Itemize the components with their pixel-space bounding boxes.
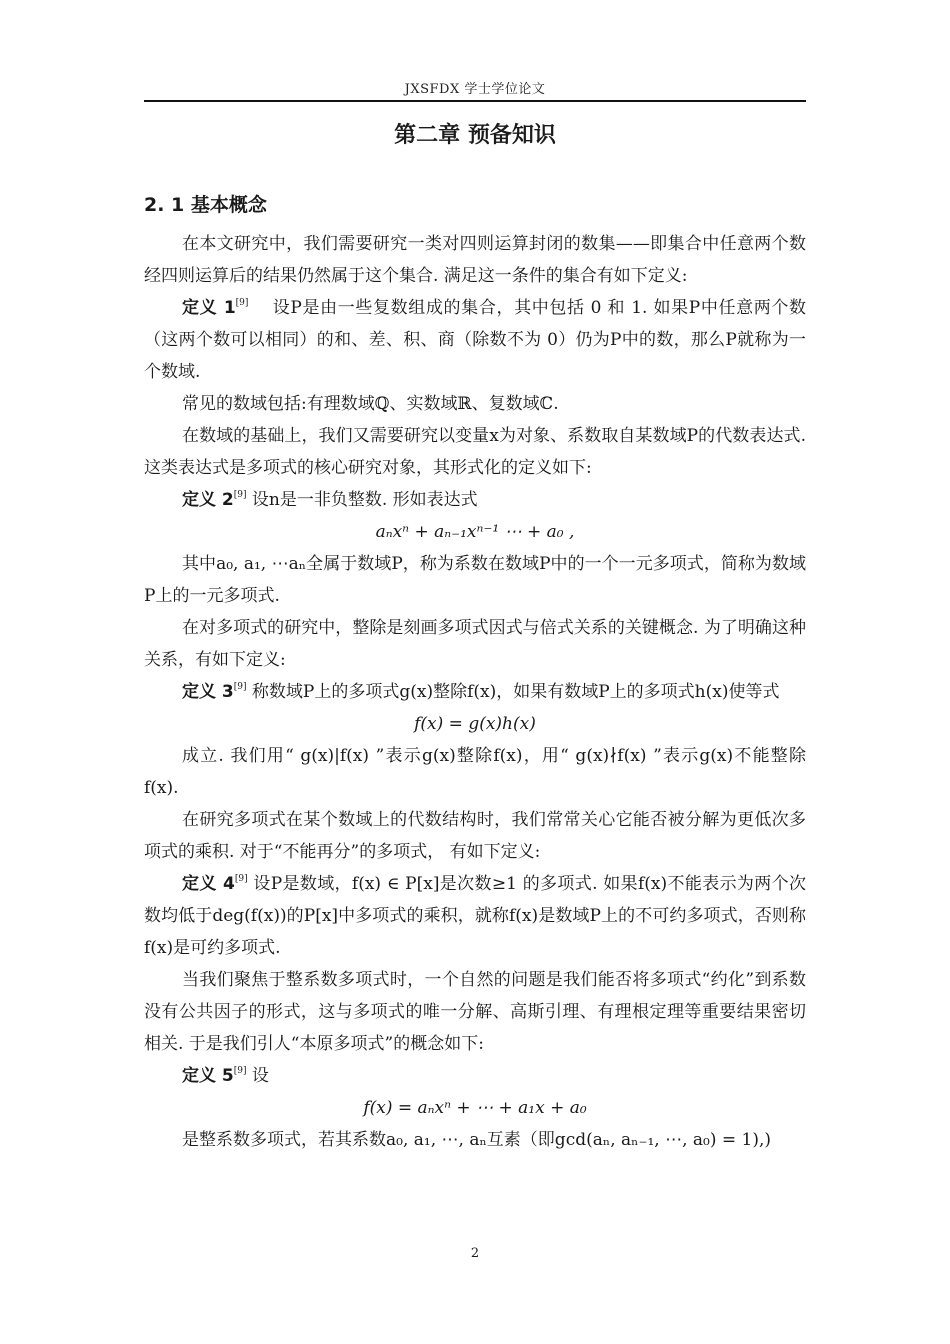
definition-2-citation: [9] <box>233 490 247 500</box>
definition-5-formula: f(x) = aₙxⁿ + ⋯ + a₁x + a₀ <box>363 1098 587 1118</box>
definition-1 <box>144 292 806 388</box>
definition-1-citation: [9] <box>235 298 249 308</box>
definition-3-label: 定义 3 <box>182 682 234 702</box>
section-title: 2. 1 基本概念 <box>144 194 267 216</box>
definition-3-citation: [9] <box>233 682 247 692</box>
page-number: 2 <box>470 1246 480 1261</box>
paragraph-primitive-intro: 当我们聚焦于整系数多项式时，一个自然的问题是我们能否将多项式“约化”到系数没有公共因子的形式，这与多项式的唯一分解、高斯引理、有理根定理等重要结果密切相关. 于是我们引人“本原多项式”的概念如下: <box>144 970 806 1054</box>
definition-2-continuation: 其中a₀, a₁, ⋯aₙ全属于数域P，称为系数在数域P中的一个一元多项式，简称为数域P上的一元多项式. <box>144 554 806 606</box>
definition-3-text: 称数域P上的多项式g(x)整除f(x)，如果有数域P上的多项式h(x)使等式 <box>246 682 780 702</box>
header-rule <box>144 100 806 102</box>
definition-1-text: 设P是由一些复数组成的集合，其中包括 0 和 1. 如果P中任意两个数（这两个数可以相同）的和、差、积、商（除数不为 0）仍为P中的数，那么P就称为一个数域. <box>144 298 807 382</box>
running-header: JXSFDX 学士学位论文 <box>404 82 546 97</box>
definition-5-text: 设 <box>246 1066 269 1086</box>
definition-5-continuation: 是整系数多项式，若其系数a₀, a₁, ⋯, aₙ互素（即gcd(aₙ, aₙ₋₁, ⋯, a₀) = 1),) <box>182 1130 772 1150</box>
definition-3-continuation: 成立. 我们用“ g(x)|f(x) ”表示g(x)整除f(x)，用“ g(x)∤f(x) ”表示g(x)不能整除f(x). <box>144 746 806 798</box>
definition-2-label: 定义 2 <box>182 490 234 510</box>
definition-4 <box>144 868 806 964</box>
chapter-title: 第二章 预备知识 <box>394 123 556 148</box>
definition-5 <box>144 1060 806 1092</box>
definition-4-citation: [9] <box>234 874 248 884</box>
paragraph-divisibility-intro: 在对多项式的研究中，整除是刻画多项式因式与倍式关系的关键概念. 为了明确这种关系，有如下定义: <box>144 618 806 670</box>
definition-4-text: 设P是数域，f(x) ∈ P[x]是次数≥1 的多项式. 如果f(x)不能表示为两个次数均低于deg(f(x))的P[x]中多项式的乘积，就称f(x)是数域P上的不可约多项式，否则称f(x)是可约多项式. <box>144 874 806 958</box>
body-text <box>144 228 806 1156</box>
paragraph-common-fields: 常见的数域包括:有理数域ℚ、实数域ℝ、复数域ℂ. <box>182 394 559 414</box>
paragraph-polynomial-intro: 在数域的基础上，我们又需要研究以变量x为对象、系数取自某数域P的代数表达式. 这类表达式是多项式的核心研究对象，其形式化的定义如下: <box>144 426 806 478</box>
definition-2-formula: aₙxⁿ + aₙ₋₁xⁿ⁻¹ ⋯ + a₀ , <box>375 522 575 542</box>
definition-4-label: 定义 4 <box>182 874 235 894</box>
definition-3-formula: f(x) = g(x)h(x) <box>414 714 536 734</box>
definition-5-label: 定义 5 <box>182 1066 234 1086</box>
definition-3 <box>144 676 806 708</box>
paragraph-intro: 在本文研究中，我们需要研究一类对四则运算封闭的数集——即集合中任意两个数经四则运算后的结果仍然属于这个集合. 满足这一条件的集合有如下定义: <box>144 234 806 286</box>
definition-2-text: 设n是一非负整数. 形如表达式 <box>246 490 478 510</box>
definition-1-label: 定义 1 <box>182 298 236 318</box>
paragraph-irreducible-intro: 在研究多项式在某个数域上的代数结构时，我们常常关心它能否被分解为更低次多项式的乘积. 对于“不能再分”的多项式， 有如下定义: <box>144 810 806 862</box>
definition-2 <box>144 484 806 516</box>
definition-5-citation: [9] <box>233 1066 247 1076</box>
